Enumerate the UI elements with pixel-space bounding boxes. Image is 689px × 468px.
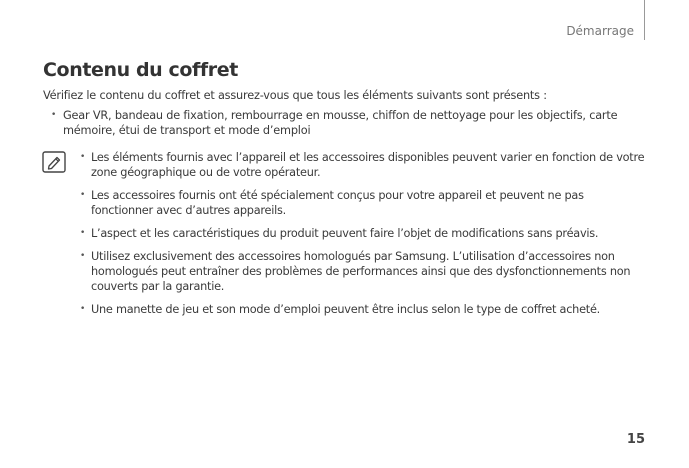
note-item: • Utilisez exclusivement des accessoires homologués par Samsung. L’utilisation d’accessoires non homologués peut entraîner des problèmes de performances ainsi que des dysfonctionnements non couverts par la garantie. xyxy=(78,249,648,294)
header-divider xyxy=(644,0,645,40)
list-item: • Gear VR, bandeau de fixation, rembourrage en mousse, chiffon de nettoyage pour les objectifs, carte mémoire, étui de transport et mode d’emploi xyxy=(43,108,623,138)
note-item: • Les accessoires fournis ont été spécialement conçus pour votre appareil et peuvent ne pas fonctionner avec d’autres appareils. xyxy=(78,188,648,218)
page-number: 15 xyxy=(626,432,645,447)
contents-list xyxy=(43,108,623,138)
note-item: • Les éléments fournis avec l’appareil et les accessoires disponibles peuvent varier en fonction de votre zone géographique ou de votre opérateur. xyxy=(78,150,648,180)
page-title: Contenu du coffret xyxy=(43,59,238,81)
intro-text: Vérifiez le contenu du coffret et assurez-vous que tous les éléments suivants sont présents : xyxy=(43,89,547,102)
note-item: • L’aspect et les caractéristiques du produit peuvent faire l’objet de modifications sans préavis. xyxy=(78,226,648,241)
note-pencil-icon xyxy=(42,151,66,173)
note-item: • Une manette de jeu et son mode d’emploi peuvent être inclus selon le type de coffret acheté. xyxy=(78,302,648,317)
section-label: Démarrage xyxy=(566,24,634,38)
notes-list xyxy=(78,150,648,325)
